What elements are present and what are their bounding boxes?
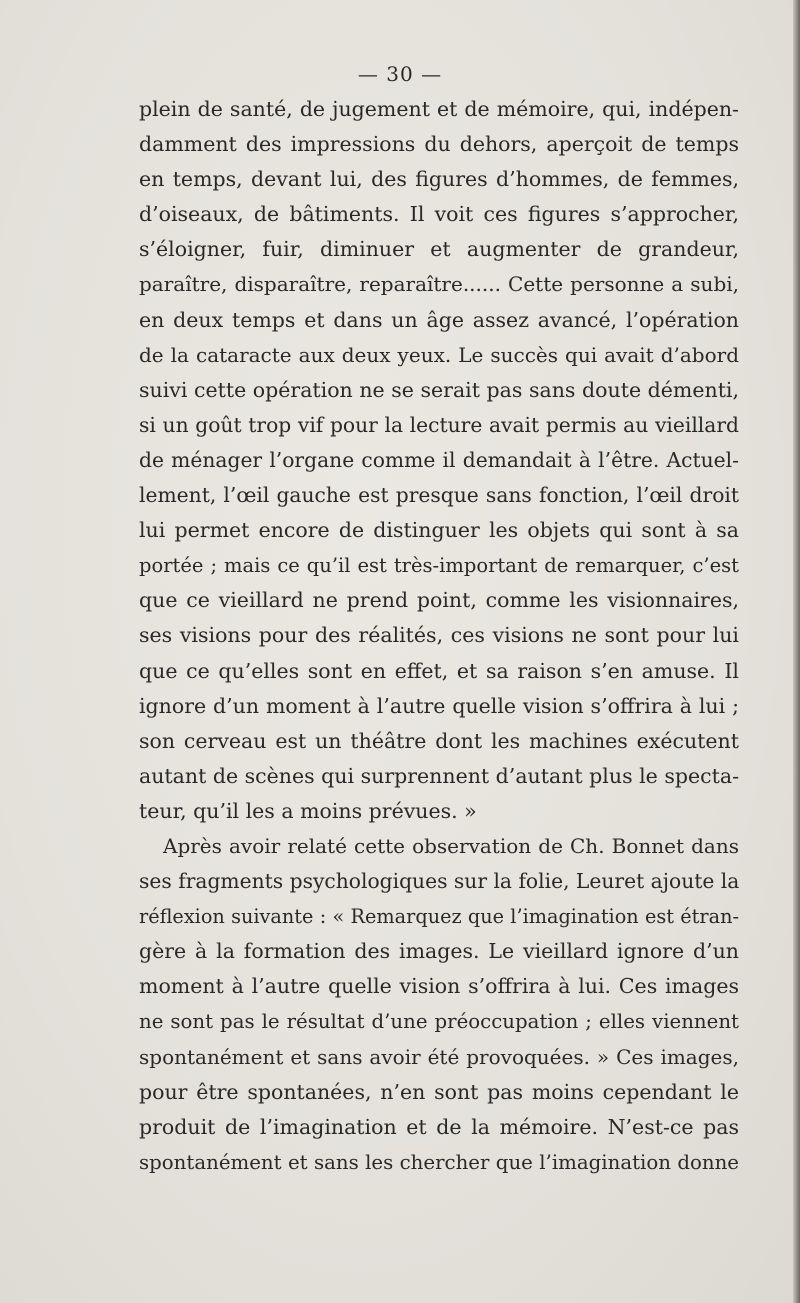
text-line: ses visions pour des réalités, ces visions ne sont pour lui <box>139 623 739 648</box>
text-line: Après avoir relaté cette observation de Ch. Bonnet dans <box>163 833 739 858</box>
text-line: de ménager l’organe comme il demandait à l’être. Actuel- <box>139 447 739 472</box>
text-line: s’éloigner, fuir, diminuer et augmenter de grandeur, <box>139 237 739 262</box>
text-line: autant de scènes qui surprennent d’autant plus le specta- <box>139 763 739 788</box>
text-line: lui permet encore de distinguer les objets qui sont à sa <box>139 518 739 543</box>
text-line: ignore d’un moment à l’autre quelle vision s’offrira à lui ; <box>139 693 739 718</box>
text-line: en temps, devant lui, des figures d’hommes, de femmes, <box>139 167 739 192</box>
text-line: moment à l’autre quelle vision s’offrira à lui. Ces images <box>139 974 739 999</box>
text-line: de la cataracte aux deux yeux. Le succès qui avait d’abord <box>139 342 739 367</box>
text-line: en deux temps et dans un âge assez avancé, l’opération <box>139 307 739 332</box>
text-line: teur, qu’il les a moins prévues. » <box>139 798 477 823</box>
page-edge-shadow <box>793 0 800 1303</box>
body-text <box>139 92 739 1180</box>
text-line: ses fragments psychologiques sur la folie, Leuret ajoute la <box>139 869 739 894</box>
text-line: paraître, disparaître, reparaître...... Cette personne a subi, <box>139 272 739 297</box>
text-line: ne sont pas le résultat d’une préoccupation ; elles viennent <box>139 1010 739 1034</box>
text-line: pour être spontanées, n’en sont pas moins cependant le <box>139 1079 739 1104</box>
text-line: portée ; mais ce qu’il est très-important de remarquer, c’est <box>139 554 739 578</box>
text-line: spontanément et sans les chercher que l’imagination donne <box>139 1150 739 1174</box>
text-line: spontanément et sans avoir été provoquées. » Ces images, <box>139 1044 739 1069</box>
text-line: produit de l’imagination et de la mémoire. N’est-ce pas <box>139 1114 739 1139</box>
text-line: son cerveau est un théâtre dont les machines exécutent <box>139 728 739 753</box>
text-line: que ce qu’elles sont en effet, et sa raison s’en amuse. Il <box>139 658 739 683</box>
text-line: suivi cette opération ne se serait pas sans doute démenti, <box>139 377 739 402</box>
text-line: plein de santé, de jugement et de mémoire, qui, indépen- <box>139 97 739 121</box>
text-line: damment des impressions du dehors, aperçoit de temps <box>139 132 739 157</box>
page-number: — 30 — <box>357 62 443 86</box>
text-line: si un goût trop vif pour la lecture avait permis au vieillard <box>139 412 739 437</box>
text-line: lement, l’œil gauche est presque sans fonction, l’œil droit <box>139 483 739 508</box>
text-line: réflexion suivante : « Remarquez que l’imagination est étran- <box>139 905 739 929</box>
text-line: d’oiseaux, de bâtiments. Il voit ces figures s’approcher, <box>139 202 739 227</box>
text-line: que ce vieillard ne prend point, comme les visionnaires, <box>139 588 739 613</box>
text-line: gère à la formation des images. Le vieillard ignore d’un <box>139 939 739 964</box>
